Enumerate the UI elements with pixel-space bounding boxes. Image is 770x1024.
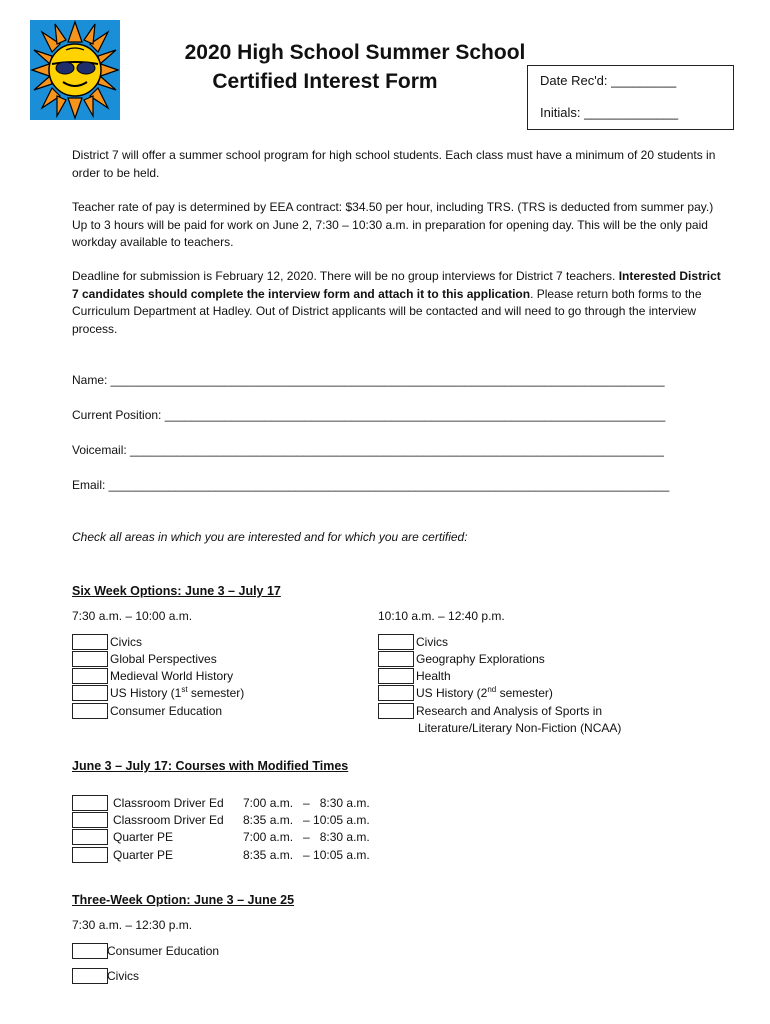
intro-paragraph-2: Teacher rate of pay is determined by EEA contract: $34.50 per hour, including TRS. (TRS is deducted from summer pay.) Up to 3 hours will be paid for work on June 2, 7:30 – 10:30 a.m. in preparation for opening day. This will be the only paid workday available to teachers. xyxy=(72,200,714,249)
office-use-box xyxy=(527,65,734,130)
checkbox[interactable] xyxy=(378,634,414,650)
return-instructions: . Please return both forms to the Curriculum Department at Hadley. Out of District applicants will be contacted and will need to go through the interview process. xyxy=(72,286,702,336)
list-item xyxy=(72,703,372,720)
us-history-label: US History (1 xyxy=(110,686,182,700)
option-label: Medieval World History xyxy=(110,669,234,683)
list-item xyxy=(72,668,372,685)
list-item xyxy=(72,651,372,668)
checkbox[interactable] xyxy=(378,685,414,701)
checkbox[interactable] xyxy=(72,634,108,650)
course-name: Quarter PE xyxy=(113,830,174,844)
option-label: Research and Analysis of Sports in xyxy=(416,704,603,718)
option-label xyxy=(110,685,244,702)
table-row xyxy=(72,812,412,829)
title-line-1: 2020 High School Summer School xyxy=(184,41,526,64)
checkbox[interactable] xyxy=(378,651,414,667)
course-time: 8:35 a.m. – 10:05 a.m. xyxy=(243,848,370,862)
form-title xyxy=(160,38,550,96)
course-time: 7:00 a.m. – 8:30 a.m. xyxy=(243,796,370,810)
checkbox[interactable] xyxy=(72,685,108,701)
option-label xyxy=(416,685,553,702)
checkbox[interactable] xyxy=(72,943,108,959)
name-field[interactable]: Name: ___________________________________________________________________________________ xyxy=(72,373,665,387)
table-row xyxy=(72,829,412,846)
deadline-text: Deadline for submission is February 12, 2020. There will be no group interviews for District 7 teachers. xyxy=(72,269,619,283)
checkbox[interactable] xyxy=(72,968,108,984)
option-label: Consumer Education xyxy=(107,944,220,958)
morning-time: 7:30 a.m. – 10:00 a.m. xyxy=(72,609,193,623)
table-row xyxy=(72,847,412,864)
checkbox[interactable] xyxy=(72,651,108,667)
checkbox[interactable] xyxy=(72,847,108,863)
list-item xyxy=(72,943,372,960)
afternoon-time: 10:10 a.m. – 12:40 p.m. xyxy=(378,609,505,623)
ordinal-suffix: nd xyxy=(487,685,497,694)
option-label-continuation: Literature/Literary Non-Fiction (NCAA) xyxy=(418,721,622,735)
checkbox[interactable] xyxy=(72,703,108,719)
us-history-label: US History (2 xyxy=(416,686,488,700)
date-received-field[interactable]: Date Rec'd: _________ xyxy=(540,73,677,88)
modified-times-heading: June 3 – July 17: Courses with Modified Times xyxy=(72,759,349,773)
ordinal-suffix: st xyxy=(181,685,188,694)
list-item xyxy=(378,703,708,720)
list-item xyxy=(72,685,372,702)
list-item xyxy=(72,634,372,651)
semester-suffix: semester) xyxy=(496,686,553,700)
current-position-field[interactable]: Current Position: ___________________________________________________________________________ xyxy=(72,408,666,422)
checkbox[interactable] xyxy=(72,829,108,845)
interview-form-instruction: Interested District 7 candidates should complete the interview form and attach it to this application xyxy=(72,269,721,301)
course-time: 7:00 a.m. – 8:30 a.m. xyxy=(243,830,370,844)
option-label: Consumer Education xyxy=(110,704,223,718)
option-label: Geography Explorations xyxy=(416,652,545,666)
option-label: Health xyxy=(416,669,451,683)
intro-paragraph-3 xyxy=(72,268,722,338)
checkbox[interactable] xyxy=(378,703,414,719)
list-item xyxy=(378,685,708,702)
course-name: Classroom Driver Ed xyxy=(113,796,224,810)
option-label: Civics xyxy=(110,635,142,649)
three-week-time: 7:30 a.m. – 12:30 p.m. xyxy=(72,918,193,932)
initials-field[interactable]: Initials: _____________ xyxy=(540,105,679,120)
three-week-heading: Three-Week Option: June 3 – June 25 xyxy=(72,893,295,907)
option-label: Civics xyxy=(107,969,139,983)
list-item xyxy=(72,968,372,985)
semester-suffix: semester) xyxy=(187,686,245,700)
checkbox[interactable] xyxy=(72,795,108,811)
list-item xyxy=(378,651,708,668)
certification-instruction: Check all areas in which you are interested and for which you are certified: xyxy=(72,530,468,544)
checkbox[interactable] xyxy=(378,668,414,684)
table-row xyxy=(72,795,412,812)
option-label: Global Perspectives xyxy=(110,652,217,666)
email-field[interactable]: Email: ____________________________________________________________________________________ xyxy=(72,478,670,492)
checkbox[interactable] xyxy=(72,812,108,828)
checkbox[interactable] xyxy=(72,668,108,684)
list-item xyxy=(378,668,708,685)
voicemail-field[interactable]: Voicemail: ________________________________________________________________________________ xyxy=(72,443,664,457)
list-item xyxy=(378,634,708,651)
intro-paragraph-1: District 7 will offer a summer school program for high school students. Each class must have a minimum of 20 students in order to be held. xyxy=(72,148,716,180)
course-name: Quarter PE xyxy=(113,848,174,862)
course-time: 8:35 a.m. – 10:05 a.m. xyxy=(243,813,370,827)
title-line-2: Certified Interest Form xyxy=(212,70,438,93)
course-name: Classroom Driver Ed xyxy=(113,813,224,827)
option-label: Civics xyxy=(416,635,448,649)
six-week-heading: Six Week Options: June 3 – July 17 xyxy=(72,584,281,598)
